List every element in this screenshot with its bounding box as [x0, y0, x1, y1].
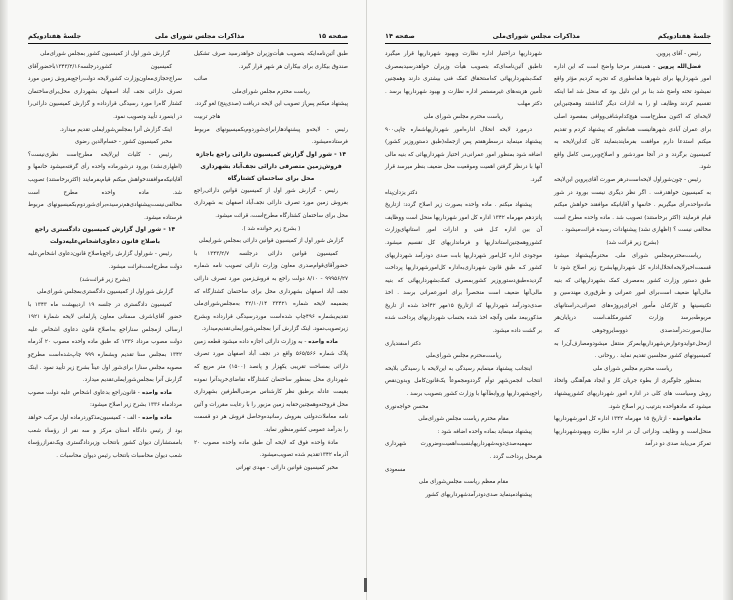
- paragraph-lead: ماده واحده: [141, 389, 172, 396]
- paragraph: مادهٔ واحده فوق که لایحه آن طبق ماده واحده مصوب ۲۰ آذرماه ۱۳۴۲تقدیم شده تصویب‌میشود.: [194, 439, 348, 459]
- paragraph: فضل‌الله پروین - همینقدر مرحبا واضح است که این اداره امور شهرداریها برای شهرها همانطوری که تجربه کردیم مؤثر واقع نمیشود تخته واضح شد بنا بر این دلیل بود که منحل شد اما اینکه تقسیم کردند وظایف او را به ادارات دیگر گذاشتند وهمچنین‌این لایحه‌ای که اکنون مطرح‌است هیچ‌کدام‌شافی‌ووافی بمقصود اصلی برای عمران آبادی شهرهانیست همانطور که پیشنهاد کردم و تقدیم میکنم استدعا دارم موافقت بفرمایند‌بنمایند کان کداین‌لایحه به کمیسیون برگردد و در آنجا موردشور و اصلاح‌وبررسی کامل واقع شود.: [554, 63, 711, 171]
- page-number: صفحه ۱۵: [318, 32, 348, 40]
- paragraph: پیشنهاد میکنم . ماده واحده بصورت زیر اصلاح گردد: ازتاریخ پانزدهم مهرماه ۱۳۴۲ اداره کل امور شهرداریها منحل است ووظایف آن بین اداره کـل فنی و ادارات امور استانهای‌وزارت کشوروهمچنین‌استانداریها و فرمانداریهای کل تقسیم میشود. موجودی اداره کل‌امور شهرداریها بابت صدی دودرآمد شهرداریهای کشور کـه طبق قانون شهرداری‌به‌اداره کل‌امورشهرداریها پرداخت گردیده‌طبق‌دستوروزیر کشوربمصرف کمک‌بشهرداریهائی که بنیه مالی‌آنها ضعیف است منحصراً برای امورعمرانی برسد . اخذ صدی‌دودرآمد شهرداریها که ازتاریخ ۱۵مهر ۴۲اخذ شده از تاریخ مذکورببعد ملغی وآنچه اخذ شده بحساب شهرداریهای پرداخت شده بر گشت داده میشود.: [385, 202, 542, 335]
- paragraph: ماده واحده - الف - کمیسیون‌مذکوردرماده اول مرکب خواهد بود از رئیس دادگاه استان مرکز و سه نفر از رؤساء شعب بامستشاران دیوان کشور بانتخاب وزیردادگستری ویک‌نفرازرؤساء شعب دیوان محاسبات بانتخاب رئیس دیوان محاسبات .: [28, 415, 182, 459]
- paragraph-lead: مادهواحده: [672, 416, 701, 423]
- signature: محسن خواجه‌نوری: [385, 403, 429, 410]
- section-heading: ۱۴ - شور اول گزارش کمیسیون دادگستری راجع باصلاح قانون دعاوی‌اشخاص‌علیه‌دولت: [34, 226, 176, 246]
- centered-line: ریاست‌محترم مجلس شورای‌ملی: [425, 353, 502, 360]
- centered-line: گزارش شور اول از کمیسیون کشور بمجلس شورای‌ملی: [40, 51, 170, 57]
- gutter-shadow: [364, 578, 367, 592]
- centered-line: ریاست محترم مجلس شورای ملی: [423, 113, 504, 120]
- paragraph: بمنظور جلوگیری از بطوء جریان کار و ایجاد هم‌آهنگی واتخاذ روش وسیاست های کلی در اداره امور شهرداریهای کشورپیشنهاد میشود که مادهواحده بترتیب زیر اصلاح شود.: [554, 378, 711, 410]
- session-label: جلسهٔ هفتادویکم: [28, 32, 82, 40]
- centered-line: گزارش شور اول از کمیسیون قوانین دارائی بمجلس شورایملی: [198, 238, 344, 245]
- section-heading: ۱۴ - شور اول گزارش کمیسیون دارائی راجع باجازه فروش‌زمین متصرفی دارائی نجف‌آباد بشهرداری محل برای ساختمان کشتارگاه: [195, 150, 347, 182]
- paragraph: سهمیه‌صدی‌دوبه‌شهرداریهابنسبت‌اهمیت‌وضرورت شهرداری هرمحل پرداخت گردد .: [385, 441, 542, 460]
- paragraph: پیشنهاد مینماید بماده واحده اضافه شود :: [437, 428, 532, 435]
- paragraph: پیشنهاد‌مینماید صدی‌دودرآمدشهرداریهای کشور: [425, 491, 532, 498]
- paragraph: شهرداریها دراختیار اداره نظارت وبهبود شهرداریها قرار میگیرد تاطبق آئین‌نامه‌ای‌که بتصویب هیأت وزیران خواهدرسیدبمصرف کمک‌بشهرداریهائی که‌استحقاق کمک فنی بیشتری دارند وهمچنین تأمین هزینه‌های غیرمستمر اداره نظارت و بهبود شهرداریها برسد . دکتر مهلب: [385, 51, 542, 108]
- paragraph-lead: ماده واحده: [142, 415, 172, 422]
- running-title: مذاکرات مجلس شورای ملی: [154, 32, 245, 40]
- paragraph: رئیس - آقای پروین.: [655, 51, 701, 57]
- paragraph-lead: فضل‌الله پروین: [657, 63, 701, 70]
- header-rule: [385, 43, 711, 44]
- paragraph: طبق آئین‌نامه‌ایکه بتصویب هیأت‌وزیران خواهدرسید صرف تشکیل صندوق بیکاری برای بیکاران هر شهر قرار گیرد.: [194, 51, 348, 70]
- paragraph-lead: ماده واحده: [308, 338, 338, 345]
- paragraph: مادهواحده - ازتاریخ ۱۵ مهرماه ۱۳۴۲ اداره کل امورشهرداریها منحل‌است و وظایف وداراتی آن در اداره نظارت وبهبودشهرداریها تمرکز می‌یابد صدی دو درآمد: [554, 416, 711, 448]
- paragraph: کمیسیون قوانین دارائی درجلسه ۱۳۴۳/۲/۷ با حضورآقای‌قوام‌صدری معاون وزارت دارائی تصویب نامه شماره ۹۹۹۵۶/۲۷ - ۸/۱۰ دولت راجع به فروش‌زمین مورد تصرف دارائی نجف آباد اصفهان بشهرداری محل برای ساختمان کشتارگاه که بضمیمه لایحه شماره ۳۳۴۲۱ ۴۲/۱۰/۱۴ به‌مجلس‌شورای‌ملی تقدیم‌بشماره ۴۹۶چاپ شده‌است موردرسیدگی قرارداده وبشرح زیرتصویب‌نمود. اینک گزارش آنرا بمجلس‌شورایملی‌تقدیم‌میدارد.: [194, 250, 348, 333]
- paragraph: مخبر کمیسیون قوانین دارائی - مهدی تهرانی: [235, 464, 338, 471]
- right-page-columns: [385, 48, 711, 560]
- paragraph: ماده واحده - به وزارت دارائی اجازه داده میشود قطعه زمین پلاک شماره ۵۶۵/۵۶۶ واقع در نجف آباد اصفهان مورد تصرف دارائی بمساحت تقریبی یکهزار و پانصد (۱۵۰۰) متر مربع که شهرداری محل بمنظور ساختمان کشتارگاه تقاضای‌خریدآنرا نموده بقیمت عادله برطبق نظر کارشناس مرضی‌الطرفین بشهرداری محل فروخته‌وهمچنین‌حقابه زمین مزبور را با رعایت مقررات و آئین نامه معاملات‌دولتی بفروش رسانیده‌وحاصل فروش هر دو قسمت را بدرآمد عمومی کشورمنظور نماید.: [194, 338, 348, 434]
- right-page-header: [385, 30, 711, 42]
- centered-line: مقام محترم ریاست مجلس شورای‌ملی: [418, 416, 509, 423]
- session-label: جلسهٔ هفتادویکم: [657, 32, 711, 40]
- paragraph: پیشنهاد میکنم پس‌از تصویب این لایحه دریافت (صدی‌پنج) لغو گردد.: [194, 101, 348, 108]
- column-right: [194, 48, 348, 560]
- signature: صائب: [194, 76, 208, 83]
- signature: هاجر تربیت: [194, 113, 221, 120]
- centered-line: گزارش شوراول از کمیسیون دادگستری‌بمجلس شورای‌ملی: [36, 289, 174, 296]
- centered-line: مقام معظم ریاست مجلس‌شورای ملی: [418, 479, 509, 486]
- left-page-columns: [28, 48, 348, 560]
- signature: دکتر اسفندیاری: [385, 340, 421, 347]
- paragraph: ماده واحده - قانون‌راجع بدعاوی اشخاص علیه دولت مصوب مردادماه ۱۳۳۶ بشرح زیر اصلاح میشود:: [28, 389, 182, 409]
- header-rule: [28, 43, 348, 44]
- signature: دکتر یزدان‌پناه: [385, 189, 418, 196]
- paragraph: رئیس - شوراول گزارش راجع‌باصلاح قانون‌دعاوی اشخاص‌علیه دولت مطرح‌است‌قرائت میشود.: [28, 251, 182, 270]
- centered-line: ریاست محترم مجلس شورای ملی: [592, 365, 673, 372]
- paragraph: رئیس - لایحه‌و پیشنهادهارابرای‌شوردوم‌بکمیسیونهای مربوط فرستاده‌میشود.: [194, 126, 348, 146]
- column-right: [554, 48, 711, 560]
- page-number: صفحه ۱۴: [385, 32, 415, 40]
- running-title: مذاکرات مجلس شورای‌ملی: [492, 32, 580, 40]
- centered-line: ریاست محترم مجلس شورای‌ملی: [232, 88, 310, 95]
- right-page: [367, 0, 733, 600]
- paragraph: ریاست‌محترم‌مجلس شورای ملی. محترماً‌پیشنهاد میشود قسمت‌اخیرلایحه‌انحلال‌اداره کل شهرداریهابشرح زیر اصلاح شود تا طبق دستور وزارت کشور به‌مصرف کمک بشهرداریهائی که بنیه مالی‌آنها ضعیف است‌برای امور عمرانی و طرق‌وری مهندسین و تکنیسینها و کارکنان مأمور اجرای‌پروژه‌های عمرانی‌دراستانهای مربوطه‌برسد وزارت کشورمکلف‌است درپایان‌هر سال‌صورت‌درآمدصدی دو‌وسایروجوهی که ازمحل‌عوایدوعوارض‌شهرداریهابمرکز منتقل میشودومصارف‌آن‌را به کمیسیونهای کشور مجلسین تقدیم نماید . روحانی .: [554, 252, 711, 360]
- paragraph: اینجانب پیشنهاد مینمایم رسیدگی به این‌لایحه با رسیدگی بلایحه انتخاب انجمن‌شهر توأم گردد‌ومجموعاً یک‌قانون‌کامل وبدون‌نقص راجع‌بشهرداریها وروابط‌آنها با وزارت کشور بتصویب برسد .: [385, 365, 542, 398]
- paragraph: رئیس - گزارش شور اول از کمیسیون قوانین دارائی‌راجع بفروش زمین مورد تصرف دارائی نجف‌آباد اصفهان به شهرداری محل برای ساختمان کشتارگاه مطرح‌است، قرائت میشود.: [194, 187, 348, 219]
- centered-line: (بشرح زیر قرائت شد): [606, 239, 659, 246]
- column-left: [385, 48, 542, 560]
- paragraph: مخبر کمیسیون کشور - حسام‌الدین رضوی: [74, 139, 172, 146]
- paragraph: کمیسیون کشوردرجلسه۱۳۴۳/۲/۱۶باحضورآقای سراج‌حجازی‌معاون‌وزارت کشورلایحه دولت‌راجع‌بفروش زمین مورد تصرف دارائی نجف آباد اصفهان بشهرداری محل‌برای‌ساختمان کشتار گاه‌را مورد رسیدگی قرارداده و گزارش کمیسیون دارائی‌را در اینمورد تأیید وتصویب نمود.: [28, 63, 182, 120]
- centered-line: ( بشرح زیر خوانده شد ).: [241, 225, 301, 232]
- paragraph: رئیس - چون‌شوراول لایحه‌است‌درهر صورت آقای‌پروین این‌لایحه به کمیسیون خواهد‌رفت . اگر نظر دیگری نیست بورود در شور ماده‌واحده‌رأی میگیریم . خانمها و آقایانیکه موافقند خواهش میکنم قیام فرمایند (اکثر برخاستند) تصویب شد . ماده واحده مطرح است مخالفی نیست ؟ (اظهاری نشد) پیشنهادات رسیده قرائت‌میشود .: [554, 176, 711, 234]
- centered-line: (بشرح زیر قرائت‌شد): [79, 276, 131, 283]
- column-left: [28, 48, 182, 560]
- paragraph: رئیس - کلیات این‌لایحه مطرح‌است نظری‌نیست؟ (اظهاری‌نشد) بورود درشورماده واحده رأی گرفته‌میشود خانمها و آقایانیکه‌موافقند‌خواهش میکنم قیام‌بفرمایند (اکثربرخاستند) تصویب شد. ماده واحده مطرح است مخالفی‌نیست‌پیشنهادی‌هم‌نرسیده‌برای‌شوردوم‌بکمیسیونهای مربوط فرستاده میشود.: [28, 151, 182, 221]
- paragraph: کمیسیون دادگستری در جلسه ۱۹ اردیبهشت ماه ۱۳۴۳ با حضور آقای‌اشرف سمنانی معاون پارلمانی لایحه شمارهٔ ۱۹۲۱ ارسالی ازمجلس سنا‌راجع به‌اصلاح قانون دعاوی اشخاص علیه دولت مصوب مرداد ۱۳۳۶ که طبق ماده واحده مصوب ۲۰ آذرماه ۱۳۴۲ بمجلس سنا تقدیم وبشماره ۹۹۹ چاپ‌شده‌است مطرح‌و مصوبه مجلس سنارا برای‌شور اول عیناً بشرح زیر تأیید نمود . اینک گزارش آنرا بمجلس‌شورایملی‌تقدیم میدارد.: [28, 301, 183, 384]
- left-page-header: [28, 30, 348, 42]
- signature: مسعودی: [385, 466, 406, 473]
- paragraph: درمورد لایحه انحلال اداره‌امور شهرداریهاشماره چاپی۹۰۰ پیشنهاد مینماید درسطرهفتم پس ازجمله(طبق دستوروزیر کشور) اضافه شود بمنظور امور عمرانی‌در اختیار شهرداریهائی که بنیه مالی آنها با درنظر گرفتن اهمیت وموقعیت محل ضعیف بنظر میرسد قرار گیرد.: [385, 126, 542, 183]
- paragraph: اینک گزارش آنرا بمجلس‌شورایملی تقدیم میدارد.: [59, 126, 172, 133]
